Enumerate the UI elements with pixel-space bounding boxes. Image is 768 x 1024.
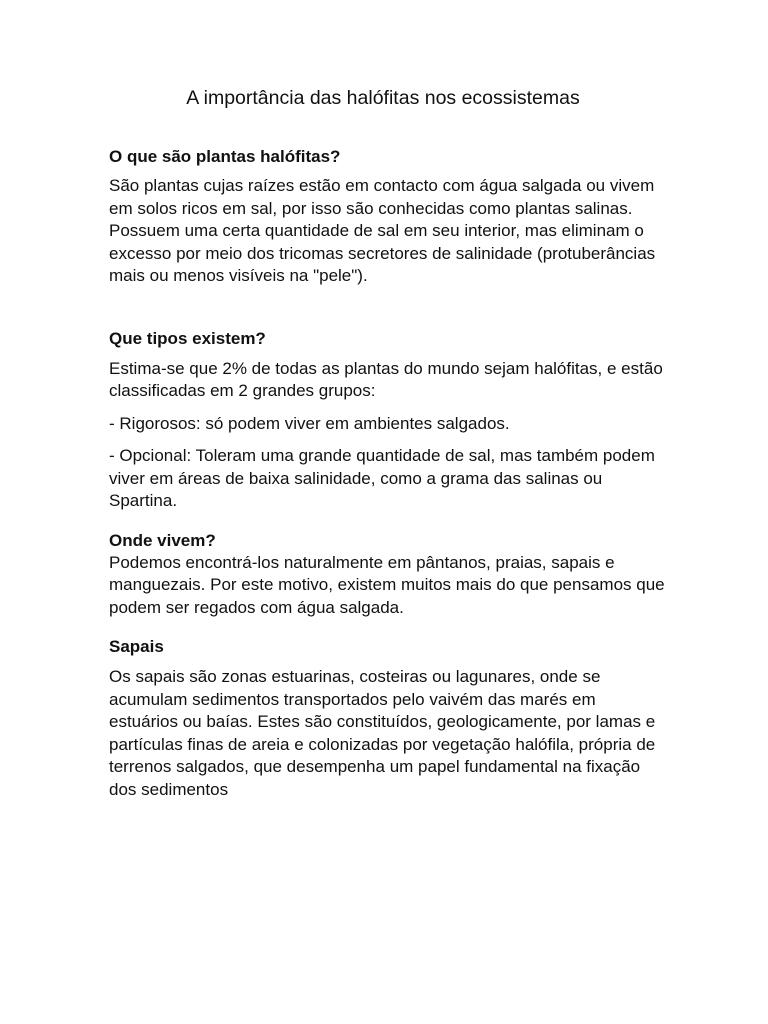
section-heading-what-are-halophytes: O que são plantas halófitas? (109, 147, 341, 166)
section-paragraph: São plantas cujas raízes estão em contacto com água salgada ou vivem em solos ricos em sal, por isso são conhecidas como plantas salinas. Possuem uma certa quantidade de sal em seu interior, mas eliminam o excesso por meio dos tricomas secretores de salinidade (protuberâncias mais ou menos visíveis na "pele"). (109, 176, 656, 285)
section-paragraph: Estima-se que 2% de todas as plantas do mundo sejam halófitas, e estão classificadas em 2 grandes grupos: (109, 358, 663, 400)
document-page (109, 84, 669, 801)
section-paragraph: Podemos encontrá-los naturalmente em pântanos, praias, sapais e manguezais. Por este motivo, existem muitos mais do que pensamos que podem ser regados com água salgada. (109, 552, 665, 617)
section-heading-types: Que tipos existem? (109, 328, 266, 348)
section-heading-salt-marshes: Sapais (109, 637, 164, 656)
section-paragraph-optional: - Opcional: Toleram uma grande quantidade de sal, mas também podem viver em áreas de baixa salinidade, como a grama das salinas ou Spartina. (109, 446, 655, 510)
section-heading-where-they-live: Onde vivem? (109, 530, 216, 550)
document-title: A importância das halófitas nos ecossistemas (186, 87, 580, 109)
section-paragraph-rigorous: - Rigorosos: só podem viver em ambientes salgados. (109, 413, 510, 433)
section-paragraph: Os sapais são zonas estuarinas, costeiras ou lagunares, onde se acumulam sedimentos transportados pelo vaivém das marés em estuários ou baías. Estes são constituídos, geologicamente, por lamas e partículas finas de areia e colonizadas por vegetação halófila, própria de terrenos salgados, que desempenha um papel fundamental na fixação dos sedimentos (109, 667, 656, 799)
